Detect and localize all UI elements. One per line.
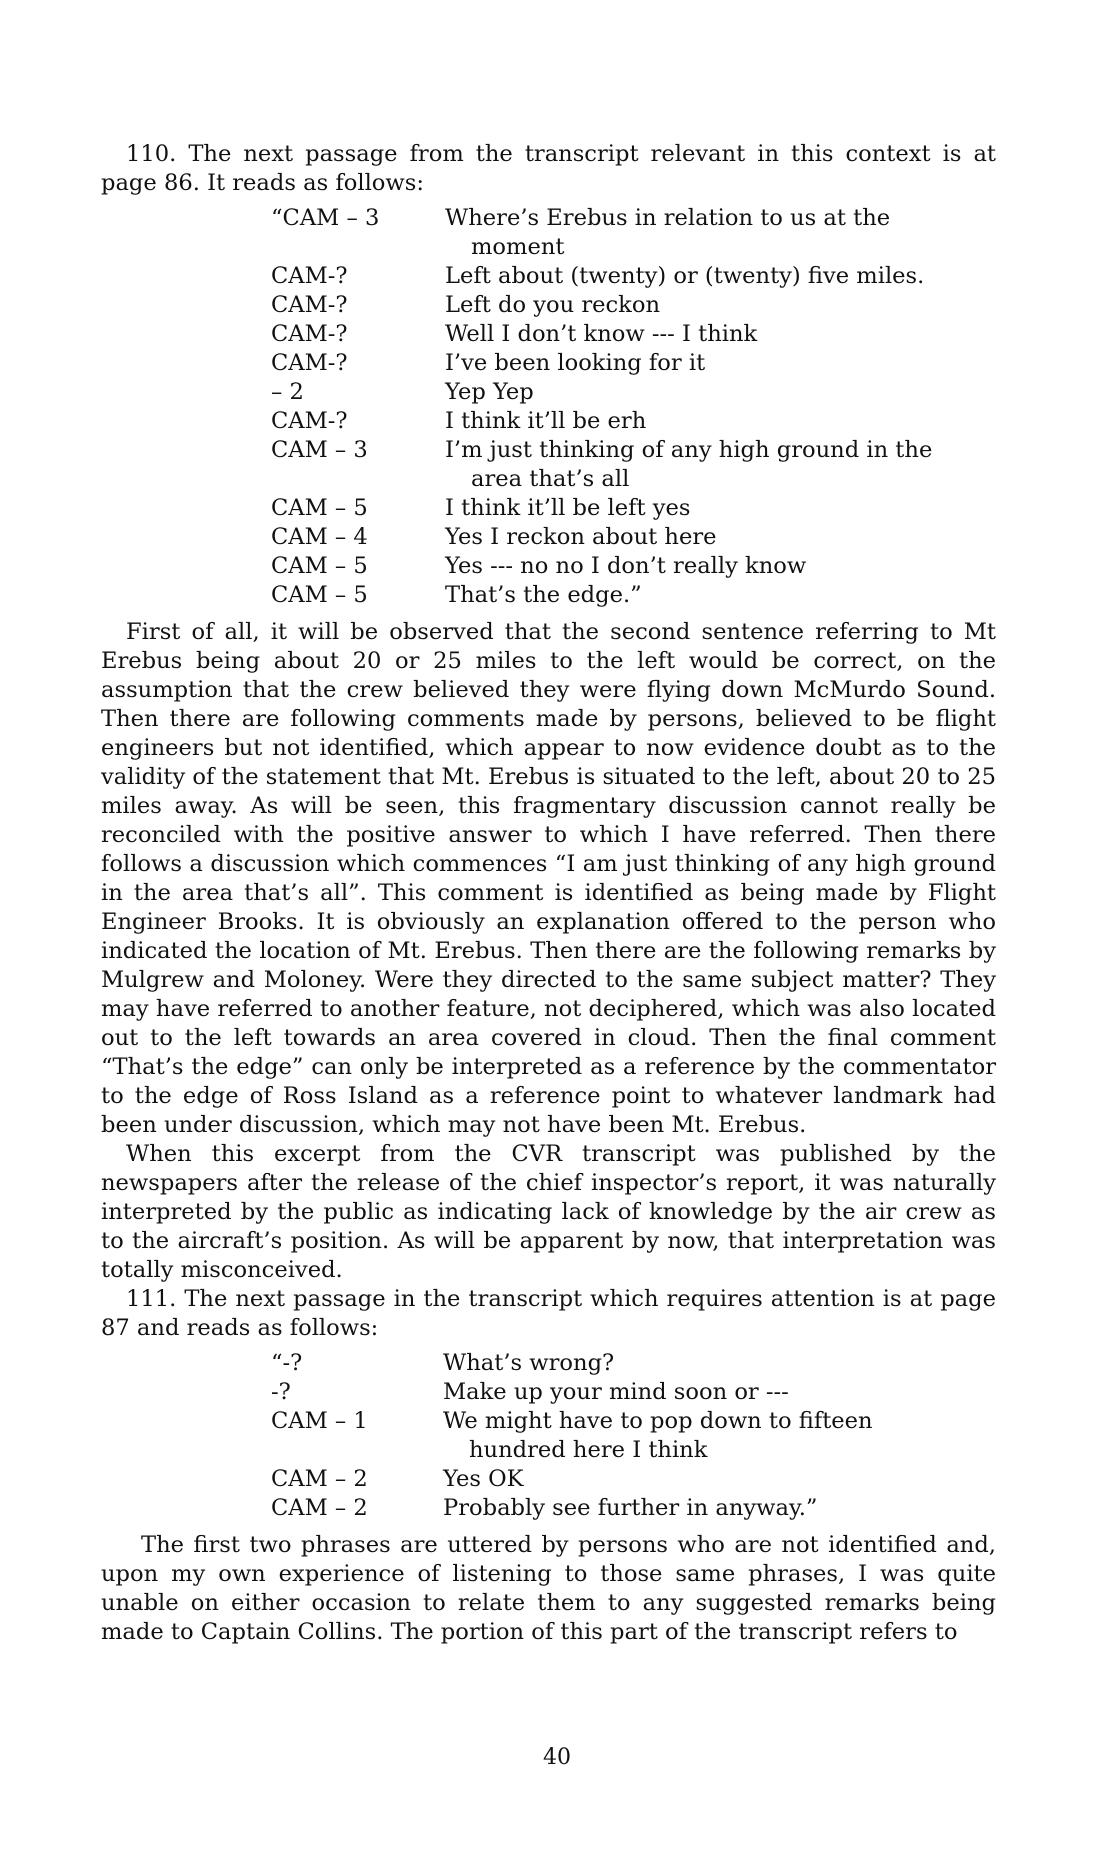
transcript-row bbox=[101, 1349, 996, 1378]
speaker: CAM-? bbox=[271, 350, 348, 376]
transcript-row bbox=[101, 1378, 996, 1407]
utterance: What’s wrong? bbox=[443, 1350, 615, 1376]
speaker: CAM-? bbox=[271, 292, 348, 318]
speaker: CAM – 5 bbox=[271, 582, 368, 608]
paragraph-110: 110. The next passage from the transcript relevant in this context is at page 86. It reads as follows: bbox=[101, 141, 996, 196]
speaker: -? bbox=[271, 1379, 291, 1405]
speaker: CAM-? bbox=[271, 408, 348, 434]
transcript-row bbox=[101, 1465, 996, 1494]
utterance: Where’s Erebus in relation to us at the bbox=[445, 205, 891, 231]
utterance: Yes OK bbox=[443, 1466, 524, 1492]
utterance: I’ve been looking for it bbox=[445, 350, 706, 376]
utterance: Left about (twenty) or (twenty) five miles. bbox=[445, 263, 925, 289]
speaker: CAM – 2 bbox=[271, 1495, 368, 1521]
utterance-continuation: area that’s all bbox=[471, 466, 630, 492]
speaker: CAM – 1 bbox=[271, 1408, 368, 1434]
transcript-row bbox=[101, 291, 996, 320]
page-body bbox=[101, 140, 996, 1647]
speaker: – 2 bbox=[271, 379, 304, 405]
utterance-continuation: hundred here I think bbox=[469, 1437, 708, 1463]
transcript-row bbox=[101, 552, 996, 581]
transcript-row bbox=[101, 407, 996, 436]
utterance-continuation: moment bbox=[471, 234, 565, 260]
utterance: Yep Yep bbox=[445, 379, 534, 405]
transcript-excerpt-page-86 bbox=[101, 204, 996, 610]
transcript-row bbox=[101, 349, 996, 378]
speaker: “-? bbox=[271, 1350, 303, 1376]
speaker: CAM – 3 bbox=[271, 437, 368, 463]
speaker: CAM – 2 bbox=[271, 1466, 368, 1492]
utterance: Left do you reckon bbox=[445, 292, 661, 318]
utterance: Well I don’t know --- I think bbox=[445, 321, 758, 347]
utterance: Yes --- no no I don’t really know bbox=[445, 553, 807, 579]
transcript-row bbox=[101, 378, 996, 407]
speaker: CAM – 4 bbox=[271, 524, 368, 550]
utterance: I’m just thinking of any high ground in the bbox=[445, 437, 933, 463]
transcript-row bbox=[101, 320, 996, 349]
page-number: 40 bbox=[543, 1745, 571, 1770]
transcript-row bbox=[101, 581, 996, 610]
transcript-excerpt-page-87 bbox=[101, 1349, 996, 1523]
transcript-row bbox=[101, 262, 996, 291]
transcript-row bbox=[101, 1494, 996, 1523]
transcript-row bbox=[101, 523, 996, 552]
transcript-row bbox=[101, 436, 996, 494]
utterance: I think it’ll be erh bbox=[445, 408, 647, 434]
transcript-row bbox=[101, 1407, 996, 1465]
speaker: CAM-? bbox=[271, 263, 348, 289]
paragraph-first-two-phrases: The first two phrases are uttered by persons who are not identified and, upon my own experience of listening to those same phrases, I was quite unable on either occasion to relate them to any suggested remarks being made to Captain Collins. The portion of this part of the transcript refers to bbox=[101, 1532, 996, 1645]
utterance: We might have to pop down to fifteen bbox=[443, 1408, 873, 1434]
speaker: CAM-? bbox=[271, 321, 348, 347]
paragraph-first-of-all: First of all, it will be observed that the second sentence referring to Mt Erebus being about 20 or 25 miles to the left would be correct, on the assumption that the crew believed they were flying down McMurdo Sound. Then there are following comments made by persons, believed to be flight engineers but not identified, which appear to now evidence doubt as to the validity of the statement that Mt. Erebus is situated to the left, about 20 to 25 miles away. As will be seen, this fragmentary discussion cannot really be reconciled with the positive answer to which I have referred. Then there follows a discussion which commences “I am just thinking of any high ground in the area that’s all”. This comment is identified as being made by Flight Engineer Brooks. It is obviously an explanation offered to the person who indicated the location of Mt. Erebus. Then there are the following remarks by Mulgrew and Moloney. Were they directed to the same subject matter? They may have referred to another feature, not deciphered, which was also located out to the left towards an area covered in cloud. Then the final comment “That’s the edge” can only be interpreted as a reference by the commentator to the edge of Ross Island as a reference point to whatever landmark had been under discussion, which may not have been Mt. Erebus. bbox=[101, 619, 996, 1138]
speaker: CAM – 5 bbox=[271, 553, 368, 579]
speaker: CAM – 5 bbox=[271, 495, 368, 521]
utterance: Yes I reckon about here bbox=[445, 524, 717, 550]
transcript-row bbox=[101, 204, 996, 262]
utterance: Make up your mind soon or --- bbox=[443, 1379, 789, 1405]
paragraph-111: 111. The next passage in the transcript which requires attention is at page 87 and reads as follows: bbox=[101, 1286, 996, 1341]
transcript-row bbox=[101, 494, 996, 523]
utterance: Probably see further in anyway.” bbox=[443, 1495, 818, 1521]
utterance: I think it’ll be left yes bbox=[445, 495, 691, 521]
utterance: That’s the edge.” bbox=[445, 582, 642, 608]
speaker: “CAM – 3 bbox=[271, 205, 380, 231]
paragraph-when-excerpt: When this excerpt from the CVR transcript was published by the newspapers after the release of the chief inspector’s report, it was naturally interpreted by the public as indicating lack of knowledge by the air crew as to the aircraft’s position. As will be apparent by now, that interpretation was totally misconceived. bbox=[101, 1141, 996, 1283]
